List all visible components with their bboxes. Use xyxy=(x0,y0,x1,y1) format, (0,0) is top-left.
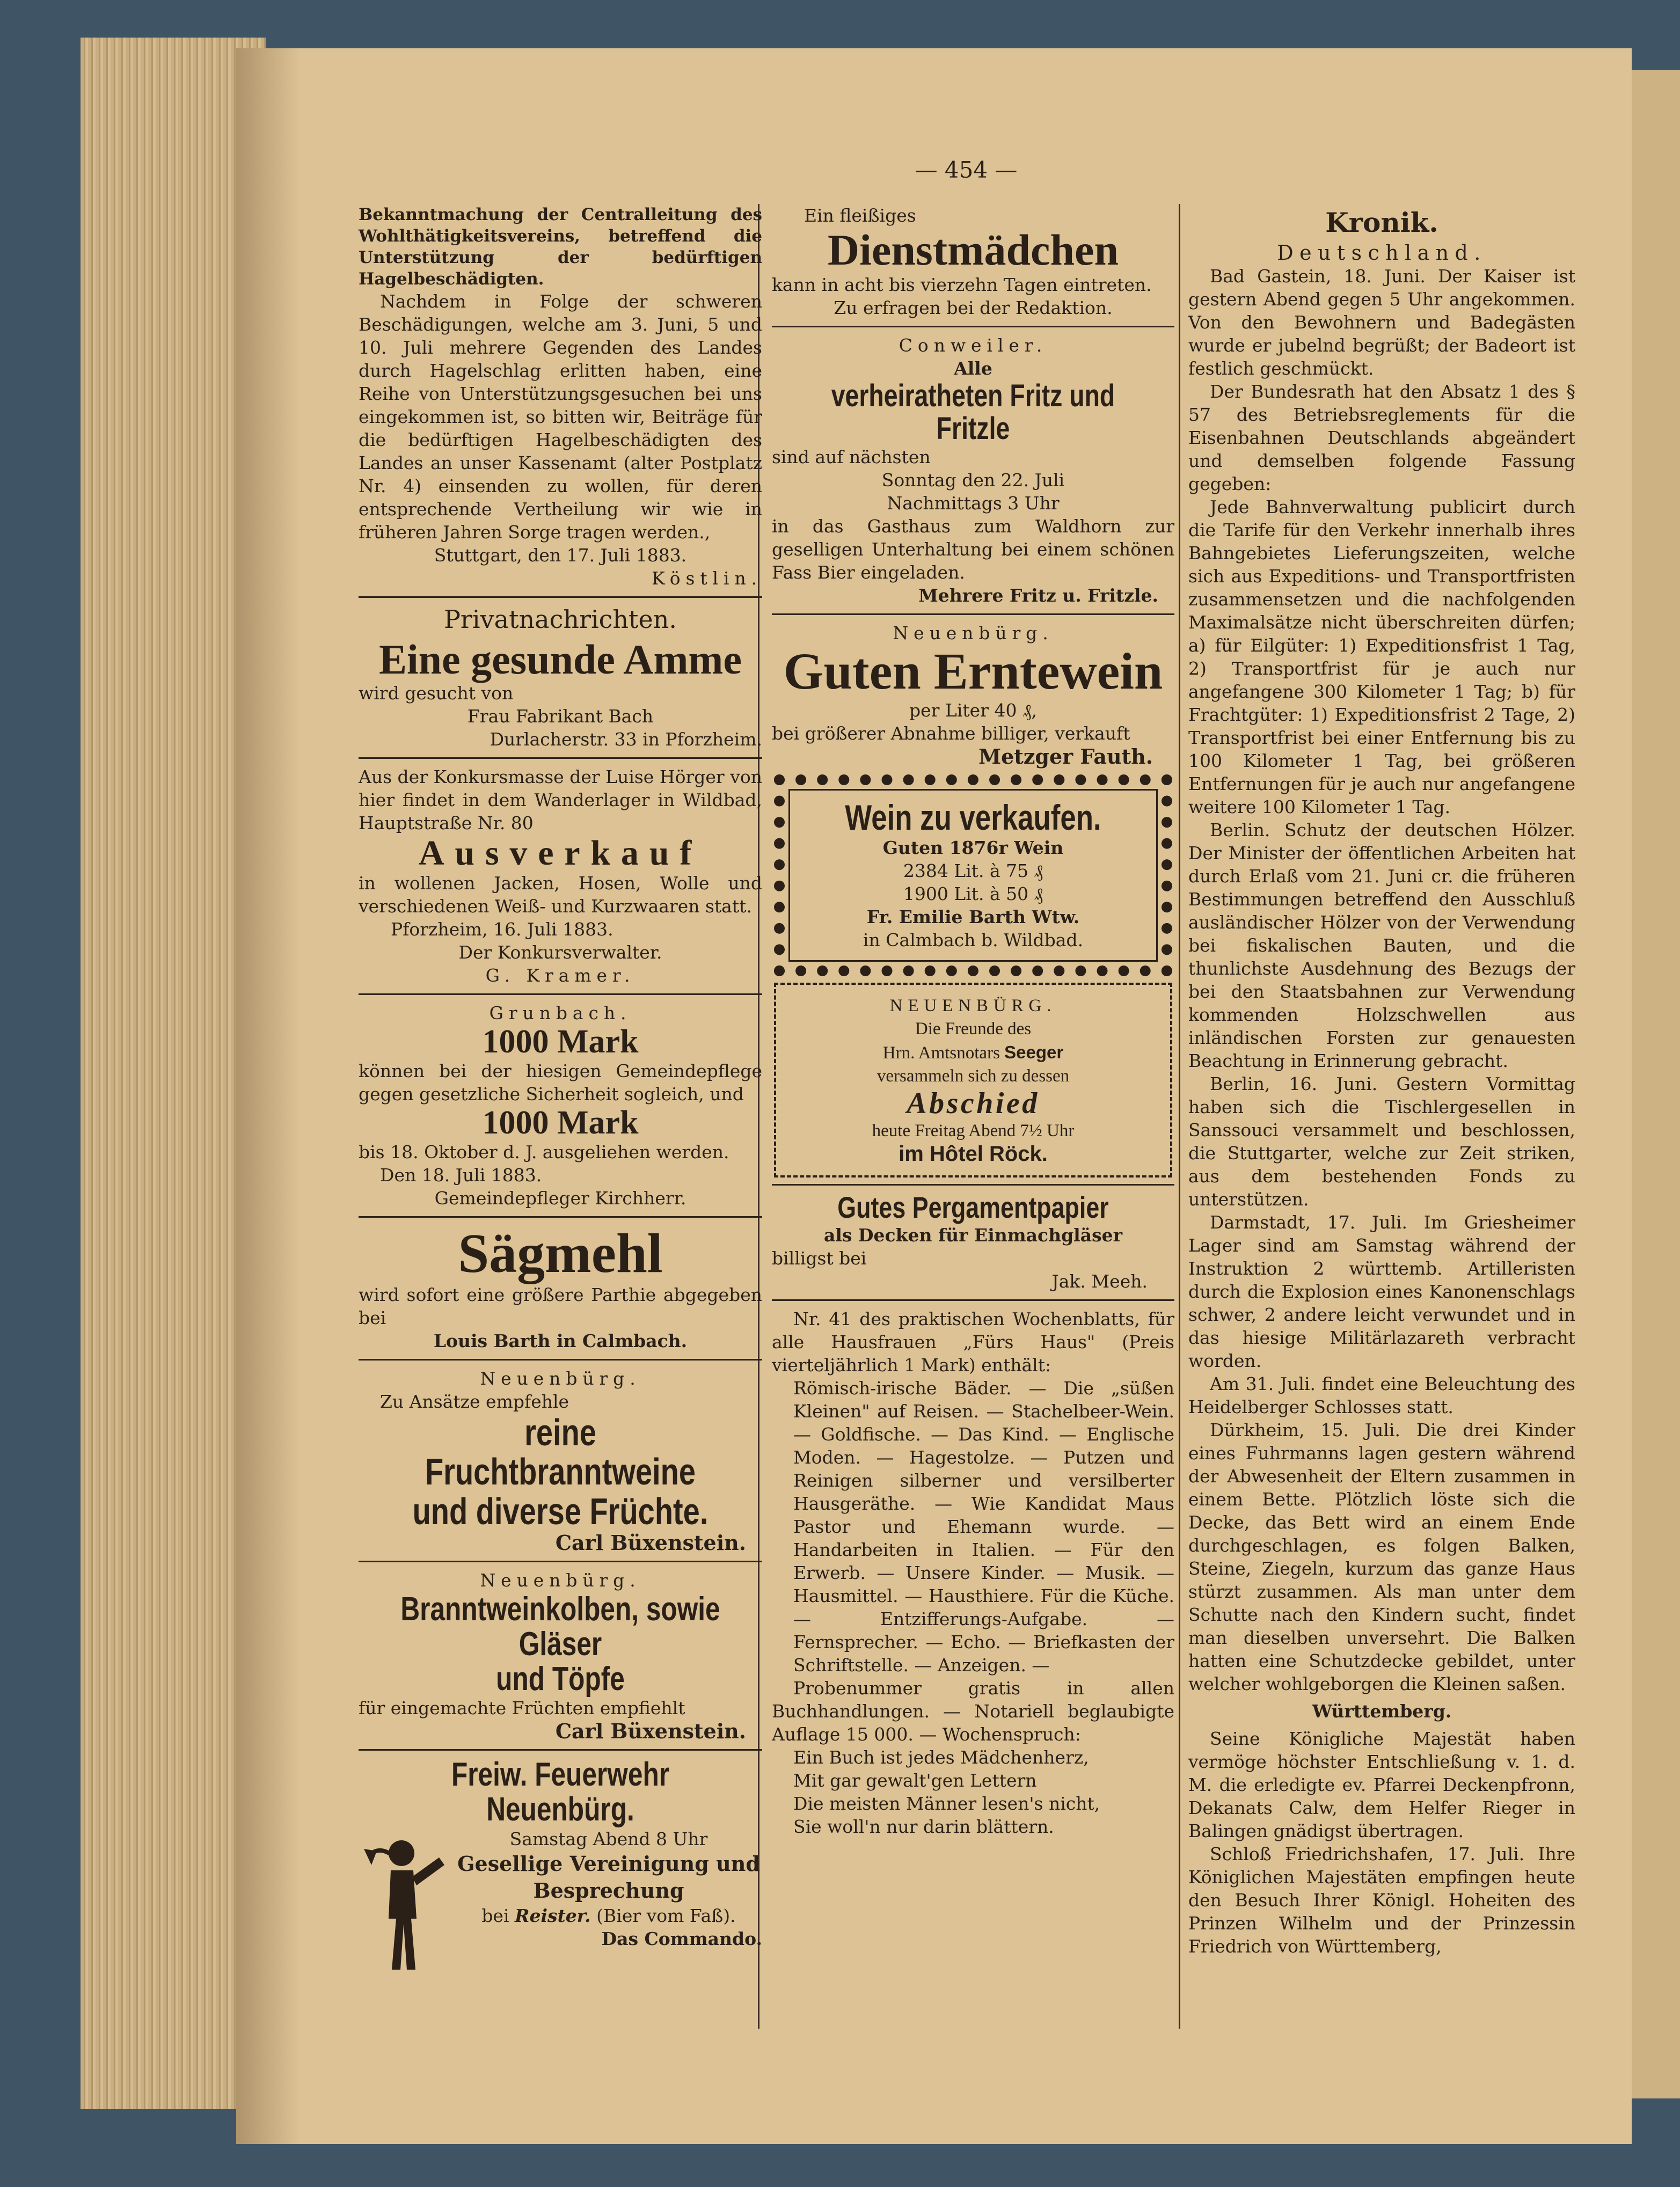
ad-conweiler-line: Alle xyxy=(954,358,992,379)
ad-wein-line: 1900 Lit. à 50 ₰ xyxy=(903,883,1043,904)
column-middle xyxy=(762,204,1174,1838)
news-paragraph: Darmstadt, 17. Juli. Im Griesheimer Lager sind am Samstag während der Instruktion 2 württemb. Artilleristen durch die Explosion eines Kanonenschlags schwer, 2 andere leicht verwundet und in das hiesige Militärlazareth verbracht worden. xyxy=(1188,1212,1575,1371)
ad-saegmehl-text: wird sofort eine größere Parthie abgegeben bei xyxy=(359,1284,762,1328)
ad-wochenblatt-probe: Probenummer gratis in allen Buchhandlungen. — Notariell beglaubigte Auflage 15 000. — Wochenspruch: xyxy=(772,1677,1174,1745)
ad-feuerwehr-word: bei xyxy=(481,1905,509,1926)
ad-wein-box xyxy=(774,774,1172,976)
ad-feuerwehr-signature: Das Commando. xyxy=(601,1928,762,1949)
ad-abschied-name: Seeger xyxy=(1004,1042,1064,1062)
news-paragraph: Dürkheim, 15. Juli. Die drei Kinder eines Fuhrmanns lagen gestern während der Abwesenheit der Eltern zusammen in einem Bette. Plötzlich löste sich die Decke, das Bett wird an einem Ende durchgeschlagen, es folgen Balken, Steine, Ziegeln, kurzum das ganze Haus stürzt zusammen. Als man unter dem Schutte nach den Kindern sucht, findet man dieselben unversehrt. Die Balken hatten eine Schutzdecke gebildet, unter welcher wohlgeborgen die Kleinen saßen. xyxy=(1188,1420,1575,1694)
ad-abschied-line: Hrn. Amtsnotars xyxy=(882,1043,1000,1063)
notice-signature: Köstlin. xyxy=(652,568,762,589)
ad-pergament-line: als Decken für Einmachgläser xyxy=(823,1224,1123,1246)
divider xyxy=(359,1216,762,1218)
ad-fruit-signature: Carl Büxenstein. xyxy=(555,1531,746,1555)
ad-place: Conweiler. xyxy=(899,335,1048,356)
divider xyxy=(359,1359,762,1361)
ad-abschied-line: Die Freunde des xyxy=(915,1019,1032,1038)
ad-feuerwehr-line xyxy=(455,1904,762,1927)
ad-kolben-title: und Töpfe xyxy=(496,1661,625,1698)
ad-conweiler-line: Sonntag den 22. Juli xyxy=(881,469,1065,491)
ad-wochenblatt-verse: Sie woll'n nur darin blättern. xyxy=(793,1816,1054,1837)
ad-place: Neuenbürg. xyxy=(480,1367,641,1389)
divider xyxy=(359,1749,762,1751)
ad-erntewein-line: bei größerer Abnahme billiger, verkauft xyxy=(772,722,1130,744)
section-heading-private: Privatnachrichten. xyxy=(443,605,677,634)
ad-wochenblatt-text: Nr. 41 des praktischen Wochenblatts, für alle Hausfrauen „Fürs Haus" (Preis vierteljährlich 1 Mark) enthält: xyxy=(772,1308,1174,1376)
ad-wochenblatt-items: Römisch-irische Bäder. — Die „süßen Kleinen" auf Reisen. — Stachelbeer-Wein. — Goldfische. — Das Kind. — Englische Moden. — Hagestolze. — Putzen und Reinigen silberner und versilberter Hausgeräthe. — Wie Kandidat Maus Pastor und Ehemann wurde. — Handarbeiten in Italien. — Für den Erwerb. — Unsere Kinder. — Musik. — Hausmittel. — Hausthiere. Für die Küche. — Entzifferungs-Aufgabe. — Fernsprecher. — Echo. — Briefkasten der Schriftstelle. — Anzeigen. — xyxy=(793,1377,1174,1676)
news-paragraph: Schloß Friedrichshafen, 17. Juli. Ihre Königlichen Majestäten empfingen heute den Besuch Ihrer Königl. Hoheiten des Prinzen Wilhelm und der Prinzessin Friedrich von Württemberg, xyxy=(1188,1844,1575,1957)
ad-dienst-line: Ein fleißiges xyxy=(804,205,916,226)
ad-dienst-line: Zu erfragen bei der Redaktion. xyxy=(834,297,1113,319)
ad-grunbach-text: bis 18. Oktober d. J. ausgeliehen werden. xyxy=(359,1142,729,1163)
ad-erntewein-title: Guten Erntewein xyxy=(783,642,1163,700)
column-left xyxy=(359,204,762,1978)
subheading-deutschland: Deutschland. xyxy=(1277,241,1487,265)
ad-erntewein-line: per Liter 40 ₰, xyxy=(909,699,1037,721)
ad-amme-title: Eine gesunde Amme xyxy=(378,636,742,683)
ad-saegmehl-signature: Louis Barth in Calmbach. xyxy=(433,1330,688,1351)
ad-dienst-title: Dienstmädchen xyxy=(827,225,1119,274)
ad-place: Grunbach. xyxy=(489,1003,632,1024)
ad-ausverkauf-signature: G. Kramer. xyxy=(485,965,636,986)
ad-abschied-line: heute Freitag Abend 7½ Uhr xyxy=(872,1121,1075,1140)
ad-erntewein-signature: Metzger Fauth. xyxy=(978,744,1153,769)
ad-amme-line: wird gesucht von xyxy=(359,682,514,704)
ad-place: Neuenbürg. xyxy=(480,1570,641,1591)
ad-kolben-text: für eingemachte Früchten empfiehlt xyxy=(359,1698,685,1719)
ad-saegmehl-title: Sägmehl xyxy=(458,1223,663,1285)
ad-feuerwehr-word: (Bier vom Faß). xyxy=(596,1905,736,1926)
ad-grunbach-text: können bei der hiesigen Gemeindepflege gegen gesetzliche Sicherheit sogleich, und xyxy=(359,1060,762,1105)
section-heading-kronik: Kronik. xyxy=(1325,207,1438,238)
ad-wein-line: in Calmbach b. Wildbad. xyxy=(863,929,1084,950)
ad-grunbach-signature: Gemeindepfleger Kirchherr. xyxy=(434,1188,686,1209)
ad-abschied-line: im Hôtel Röck. xyxy=(899,1142,1048,1166)
page-number: — 454 — xyxy=(915,157,1018,183)
ad-grunbach-amount: 1000 Mark xyxy=(482,1105,639,1142)
ad-abschied-line: versammeln sich zu dessen xyxy=(876,1066,1070,1086)
ad-ausverkauf-title: Ausverkauf xyxy=(418,833,703,873)
ad-ausverkauf-signature: Der Konkursverwalter. xyxy=(458,942,662,963)
facing-page-edge xyxy=(1632,70,1680,2098)
ad-feuerwehr-line: Samstag Abend 8 Uhr xyxy=(509,1828,708,1849)
divider xyxy=(359,757,762,759)
ad-fruit-title: reine Fruchtbranntweine xyxy=(425,1411,696,1493)
news-paragraph: Berlin, 16. Juni. Gestern Vormittag haben sich die Tischlergesellen in Sanssouci versammelt und beschlossen, die Stuttgarter, welche zur Zeit striken, aus dem bestehenden Fonds zu unterstützen. xyxy=(1188,1073,1575,1210)
ad-feuerwehr-title: Freiw. Feuerwehr Neuenbürg. xyxy=(451,1756,670,1828)
news-paragraph: Bad Gastein, 18. Juni. Der Kaiser ist gestern Abend gegen 5 Uhr angekommen. Von den Bewohnern und Badegästen wurde er jubelnd begrüßt; der Badeort ist festlich geschmückt. xyxy=(1188,266,1575,379)
ad-wein-line: Fr. Emilie Barth Wtw. xyxy=(866,906,1080,927)
ad-abschied-place: NEUENBÜRG. xyxy=(889,996,1057,1015)
ad-wein-line: Guten 1876r Wein xyxy=(882,837,1064,858)
notice-body: Nachdem in Folge der schweren Beschädigungen, welche am 3. Juni, 5 und 10. Juli mehrere Gegenden des Landes durch Hagelschlag erlitten haben, eine Reihe von Unterstützungsgesuchen bei uns eingekommen ist, so bitten wir, Beiträge für die bedürftigen Hagelbeschädigten des Landes an unser Kassenamt (alter Postplatz Nr. 4) einsenden zu wollen, für deren entsprechende Vertheilung wir wie in früheren Jahren Sorge tragen werden., xyxy=(359,291,762,543)
ad-feuerwehr-line: Gesellige Vereinigung und xyxy=(457,1851,760,1876)
notice-date: Stuttgart, den 17. Juli 1883. xyxy=(434,545,687,566)
news-paragraph: Der Bundesrath hat den Absatz 1 des § 57 des Betriebsreglements für die Eisenbahnen Deutschlands abgeändert und demselben folgende Fassung gegeben: xyxy=(1188,381,1575,494)
ad-place: Neuenbürg. xyxy=(893,622,1054,643)
trumpeter-figure-icon xyxy=(359,1827,450,1978)
ad-feuerwehr-inn: Reister. xyxy=(515,1905,591,1926)
ad-dienst-line: kann in acht bis vierzehn Tagen eintreten. xyxy=(772,274,1152,296)
ad-conweiler-text: in das Gasthaus zum Waldhorn zur geselligen Unterhaltung bei einem schönen Fass Bier eingeladen. xyxy=(772,515,1174,583)
ad-fruit-title: und diverse Früchte. xyxy=(412,1490,708,1532)
ad-wochenblatt-verse: Die meisten Männer lesen's nicht, xyxy=(793,1793,1100,1814)
ad-conweiler-signature: Mehrere Fritz u. Fritzle. xyxy=(918,584,1158,606)
ad-conweiler-line: Nachmittags 3 Uhr xyxy=(887,492,1060,514)
ad-abschied-title: Abschied xyxy=(907,1086,1040,1120)
ad-pergament-signature: Jak. Meeh. xyxy=(1051,1270,1148,1292)
subheading-wuerttemberg: Württemberg. xyxy=(1312,1701,1452,1722)
notice-heading: Bekanntmachung der Centralleitung des Wohlthätigkeitsvereins, betreffend die Unterstützung der bedürftigen Hagelbeschädigten. xyxy=(359,205,762,289)
ad-ausverkauf-text: in wollenen Jacken, Hosen, Wolle und verschiedenen Weiß- und Kurzwaaren statt. xyxy=(359,873,762,917)
column-rule xyxy=(1179,204,1180,2029)
divider xyxy=(772,613,1174,615)
divider xyxy=(359,1561,762,1562)
column-right xyxy=(1181,204,1575,1958)
divider xyxy=(359,596,762,598)
divider xyxy=(772,1184,1174,1186)
ad-ausverkauf-text: Aus der Konkursmasse der Luise Hörger von hier findet in dem Wanderlager in Wildbad, Hauptstraße Nr. 80 xyxy=(359,766,762,833)
ad-pergament-title: Gutes Pergamentpapier xyxy=(837,1190,1109,1224)
ad-wein-line: 2384 Lit. à 75 ₰ xyxy=(903,860,1043,881)
news-paragraph: Berlin. Schutz der deutschen Hölzer. Der Minister der öffentlichen Arbeiten hat durch Erlaß vom 21. Juni cr. die früheren Bestimmungen betreffend den Ausschluß ausländischer Hölzer von der Verwendung bei fiskalischen Bauten, und die thunlichste Ausdehnung des Bezugs der bei den Staatsbahnen zur Verwendung kommenden Holzschwellen aus inländischen Forsten zur genauesten Beachtung in Erinnerung gebracht. xyxy=(1188,820,1575,1071)
news-paragraph: Jede Bahnverwaltung publicirt durch die Tarife für den Verkehr innerhalb ihres Bahngebietes Lieferungszeiten, welche sich aus Expeditions- und Transportfristen zusammensetzen und die nachfolgenden Maximalsätze nicht überschreiten dürfen; a) für Eilgüter: 1) Expeditionsfrist 1 Tag, 2) Transportfrist für je auch nur angefangene 300 Kilometer 1 Tag; b) für Frachtgüter: 1) Expeditionsfrist 2 Tage, 2) Transportfrist bei einer Entfernung bis zu 100 Kilometer 1 Tag, bei größeren Entfernungen für je auch nur angefangene weitere 100 Kilometer 1 Tag. xyxy=(1188,496,1575,817)
ad-amme-line: Durlacherstr. 33 in Pforzheim. xyxy=(490,728,762,750)
news-paragraph: Seine Königliche Majestät haben vermöge höchster Entschließung v. 1. d. M. die erledigte ev. Pfarrei Deckenpfronn, Dekanats Calw, dem Helfer Rieger in Balingen gnädigst übertragen. xyxy=(1188,1728,1575,1841)
news-paragraph: Am 31. Juli. findet eine Beleuchtung des Heidelberger Schlosses statt. xyxy=(1188,1373,1575,1417)
ad-abschied-box xyxy=(774,983,1172,1177)
ad-kolben-signature: Carl Büxenstein. xyxy=(555,1719,746,1744)
ad-grunbach-amount: 1000 Mark xyxy=(482,1023,639,1060)
ad-wein-title: Wein zu verkaufen. xyxy=(845,797,1101,837)
ad-amme-line: Frau Fabrikant Bach xyxy=(467,705,654,727)
ad-fruit-line: Zu Ansätze empfehle xyxy=(380,1391,569,1412)
ad-grunbach-date: Den 18. Juli 1883. xyxy=(380,1165,542,1186)
ad-feuerwehr-line: Besprechung xyxy=(533,1878,684,1903)
ad-conweiler-line: sind auf nächsten xyxy=(772,446,931,467)
ad-conweiler-title: verheiratheten Fritz und Fritzle xyxy=(831,378,1115,446)
ad-wochenblatt-verse: Mit gar gewalt'gen Lettern xyxy=(793,1769,1037,1791)
divider xyxy=(772,326,1174,327)
divider xyxy=(772,1299,1174,1301)
divider xyxy=(359,993,762,995)
ad-ausverkauf-date: Pforzheim, 16. Juli 1883. xyxy=(391,919,613,940)
ad-kolben-title: Branntweinkolben, sowie Gläser xyxy=(400,1591,720,1663)
ad-pergament-line: billigst bei xyxy=(772,1247,867,1269)
ad-wochenblatt-verse: Ein Buch ist jedes Mädchenherz, xyxy=(793,1746,1089,1768)
